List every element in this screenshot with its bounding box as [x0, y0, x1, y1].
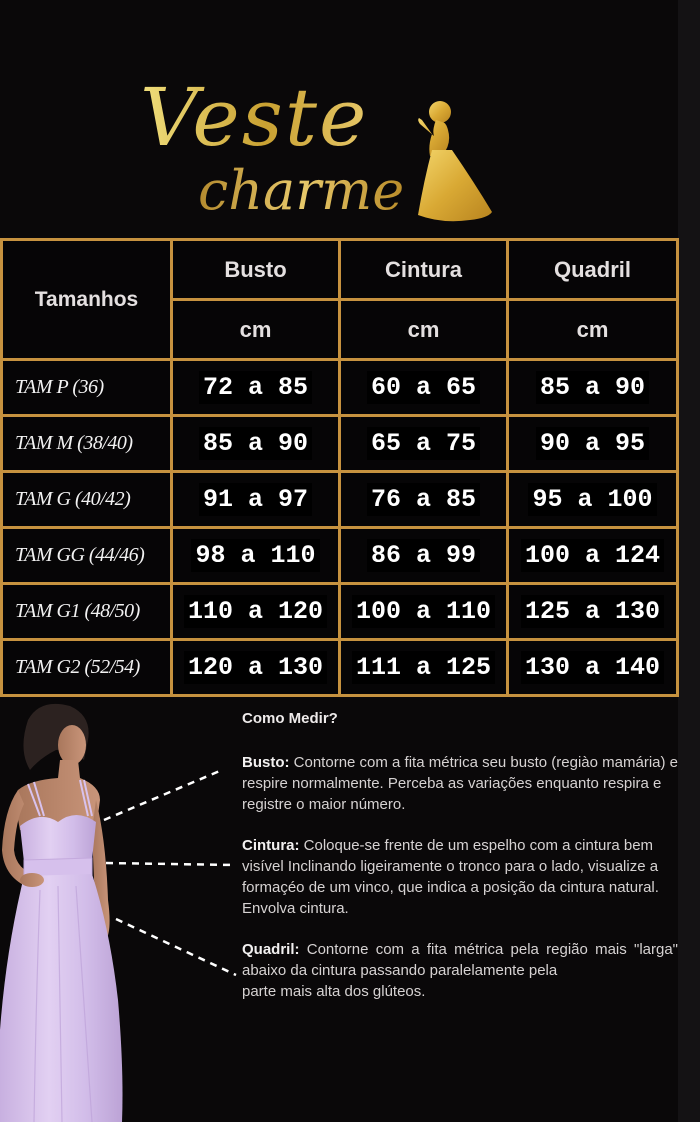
lady-in-gown-silhouette-icon: [412, 100, 494, 225]
right-edge-strip: [678, 0, 700, 1122]
size-label: TAM GG (44/46): [2, 528, 172, 584]
cintura-instructions: [242, 835, 678, 919]
quadril-instructions: [242, 939, 678, 1002]
busto-instructions: [242, 752, 678, 815]
unit-quadril: cm: [508, 300, 678, 360]
quadril-range: 95 a 100: [508, 472, 678, 528]
quadril-range: 90 a 95: [508, 416, 678, 472]
busto-range: 98 a 110: [172, 528, 340, 584]
cintura-text: Coloque-se frente de um espelho com a cintura bem visível Inclinando ligeiramente o tronco para o lado, visualize a formaçéo de um vinco, que indica a posição da cintura natural. Envolva cintura.: [242, 837, 659, 917]
table-row: [2, 360, 678, 416]
header-quadril: Quadril: [508, 240, 678, 300]
unit-cintura: cm: [340, 300, 508, 360]
how-to-measure-title: Como Medir?: [242, 710, 338, 727]
busto-range: 91 a 97: [172, 472, 340, 528]
quadril-text-line2: abaixo da cintura passando paralelamente pela: [242, 962, 558, 979]
busto-range: 85 a 90: [172, 416, 340, 472]
busto-range: 110 a 120: [172, 584, 340, 640]
table-row: [2, 528, 678, 584]
cintura-range: 65 a 75: [340, 416, 508, 472]
quadril-text-line1: Contorne com a fita métrica pela região mais "larga": [299, 941, 678, 958]
brand-logo: [140, 71, 510, 233]
size-label: TAM G1 (48/50): [2, 584, 172, 640]
how-to-measure-section: [242, 708, 678, 1022]
brand-name-line2: charme: [198, 159, 405, 222]
size-label: TAM P (36): [2, 360, 172, 416]
cintura-range: 100 a 110: [340, 584, 508, 640]
cintura-label: Cintura:: [242, 837, 300, 854]
cintura-range: 76 a 85: [340, 472, 508, 528]
busto-range: 72 a 85: [172, 360, 340, 416]
header-cintura: Cintura: [340, 240, 508, 300]
size-label: TAM G (40/42): [2, 472, 172, 528]
unit-busto: cm: [172, 300, 340, 360]
table-header-row: [2, 240, 678, 300]
quadril-range: 85 a 90: [508, 360, 678, 416]
quadril-text-line3: parte mais alta dos glúteos.: [242, 983, 426, 1000]
header-busto: Busto: [172, 240, 340, 300]
size-label: TAM M (38/40): [2, 416, 172, 472]
busto-text: Contorne com a fita métrica seu busto (regiào mamária) e respire normalmente. Perceba as variações enquanto respira e registre o maior número.: [242, 754, 678, 813]
cintura-range: 86 a 99: [340, 528, 508, 584]
cintura-range: 111 a 125: [340, 640, 508, 696]
measurement-guide-lines: [104, 770, 236, 975]
quadril-label: Quadril:: [242, 941, 300, 958]
size-chart-table: [0, 238, 679, 697]
busto-label: Busto:: [242, 754, 290, 771]
size-label: TAM G2 (52/54): [2, 640, 172, 696]
table-row: [2, 640, 678, 696]
quadril-range: 130 a 140: [508, 640, 678, 696]
cintura-range: 60 a 65: [340, 360, 508, 416]
quadril-range: 125 a 130: [508, 584, 678, 640]
busto-range: 120 a 130: [172, 640, 340, 696]
quadril-range: 100 a 124: [508, 528, 678, 584]
brand-name-line1: Veste: [140, 71, 369, 164]
table-row: [2, 472, 678, 528]
model-in-lilac-dress-photo: [0, 700, 250, 1122]
table-row: [2, 416, 678, 472]
table-row: [2, 584, 678, 640]
header-tamanhos: Tamanhos: [2, 240, 172, 360]
